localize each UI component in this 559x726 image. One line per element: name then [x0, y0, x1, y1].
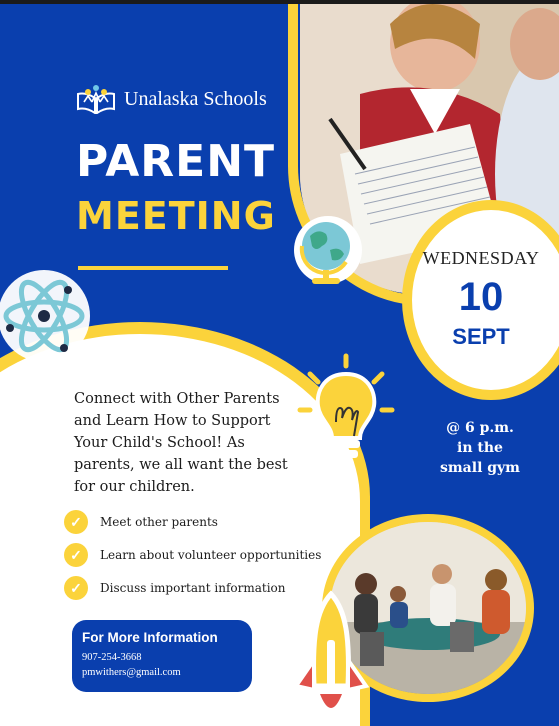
book-logo-icon	[76, 84, 116, 114]
contact-email: pmwithers@gmail.com	[82, 667, 181, 678]
check-icon: ✓	[64, 510, 88, 534]
date-month: SEPT	[452, 324, 510, 349]
lightbulb-icon	[296, 352, 396, 482]
bullet-text: Learn about volunteer opportunities	[100, 548, 322, 562]
bullet-list	[64, 510, 321, 609]
intro-text: Connect with Other Parents and Learn How to Support Your Child's School! As parents, we all want the best for our children.	[74, 391, 288, 495]
check-icon: ✓	[64, 576, 88, 600]
date-number: 10	[458, 275, 504, 319]
list-item	[64, 576, 321, 600]
time-location	[430, 418, 530, 478]
title-line-2: MEETING	[76, 194, 276, 238]
contact-title: For More Information	[82, 630, 218, 645]
contact-box	[72, 620, 252, 692]
globe-icon	[290, 212, 368, 292]
school-name: Unalaska Schools	[124, 87, 267, 110]
time-line-1: @ 6 p.m.	[446, 420, 514, 436]
school-logo	[76, 84, 267, 114]
list-item	[64, 543, 321, 567]
check-icon: ✓	[64, 543, 88, 567]
bullet-text: Discuss important information	[100, 581, 286, 595]
atom-icon	[0, 266, 94, 366]
bullet-text: Meet other parents	[100, 515, 218, 529]
date-weekday: WEDNESDAY	[422, 248, 540, 268]
title-underline	[78, 266, 228, 270]
list-item	[64, 510, 321, 534]
time-line-3: small gym	[439, 460, 520, 476]
contact-phone: 907-254-3668	[82, 652, 142, 663]
rocket-icon	[286, 590, 376, 726]
time-line-2: in the	[457, 440, 503, 456]
title-line-1: PARENT	[76, 136, 276, 187]
